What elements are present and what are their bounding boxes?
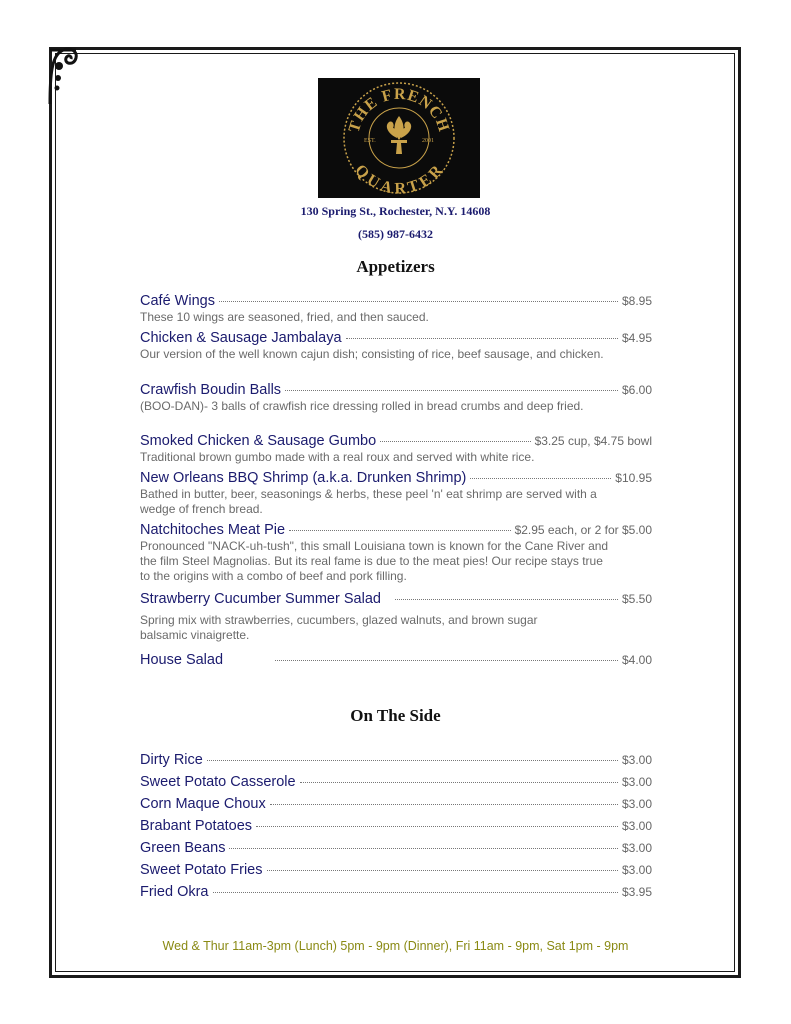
item-description: (BOO-DAN)- 3 balls of crawfish rice dressing rolled in bread crumbs and deep fried. [140, 399, 584, 413]
item-name: House Salad [140, 652, 224, 668]
menu-item [140, 470, 652, 517]
item-description: Our version of the well known cajun dish; consisting of rice, beef sausage, and chicken. [140, 347, 604, 361]
menu-item [140, 796, 652, 812]
logo-text-bottom: QUARTER [351, 161, 447, 198]
item-description: Bathed in butter, beer, seasonings & herbs, these peel 'n' eat shrimp are served with a wedge of french bread. [140, 487, 597, 516]
menu-item [140, 840, 652, 856]
item-price: $6.00 [621, 383, 652, 397]
item-description: Pronounced "NACK-uh-tush", this small Louisiana town is known for the Cane River and the film Steel Magnolias. But its real fame is due to the meat pies! Our recipe stays true to the origins with a combo of beef and pork filling. [140, 539, 609, 583]
dot-leader [300, 782, 618, 783]
dot-leader [346, 338, 618, 339]
menu-item [140, 330, 652, 362]
item-description: Spring mix with strawberries, cucumbers, glazed walnuts, and brown sugar balsamic vinaigrette. [140, 613, 538, 642]
item-name: Crawfish Boudin Balls [140, 382, 282, 398]
opening-hours: Wed & Thur 11am-3pm (Lunch) 5pm - 9pm (Dinner), Fri 11am - 9pm, Sat 1pm - 9pm [162, 939, 629, 953]
item-description: These 10 wings are seasoned, fried, and then sauced. [140, 310, 429, 324]
item-price: $3.00 [621, 753, 652, 767]
dot-leader [270, 804, 618, 805]
item-price: $3.00 [621, 819, 652, 833]
menu-item [140, 884, 652, 900]
item-name: Café Wings [140, 293, 215, 309]
dot-leader [275, 660, 618, 661]
menu-item [140, 862, 652, 878]
item-description: Traditional brown gumbo made with a real roux and served with white rice. [140, 450, 535, 464]
logo-est-year: 2001 [422, 138, 434, 144]
ornament-corner-icon [46, 44, 80, 108]
fleur-de-lis-icon [387, 116, 411, 154]
item-name: Strawberry Cucumber Summer Salad [140, 591, 381, 607]
item-price: $4.00 [621, 653, 652, 667]
dot-leader [285, 390, 618, 391]
item-name: Corn Maque Choux [140, 796, 266, 812]
logo-text-top: THE FRENCH [345, 85, 453, 135]
item-name: Sweet Potato Fries [140, 862, 263, 878]
dot-leader [213, 892, 618, 893]
dot-leader [229, 848, 618, 849]
item-price: $4.95 [621, 331, 652, 345]
item-price: $3.00 [621, 797, 652, 811]
section-title-sides: On The Side [350, 706, 441, 725]
item-name: Dirty Rice [140, 752, 203, 768]
menu-item [140, 522, 652, 584]
restaurant-address: 130 Spring St., Rochester, N.Y. 14608 [300, 204, 491, 218]
restaurant-logo [318, 78, 480, 198]
menu-item [140, 591, 652, 643]
item-price: $3.95 [621, 885, 652, 899]
dot-leader [267, 870, 618, 871]
logo-est-label: EST. [364, 138, 376, 144]
restaurant-phone: (585) 987-6432 [358, 227, 433, 241]
dot-leader [256, 826, 618, 827]
svg-text:QUARTER [351, 162, 446, 198]
item-price: $2.95 each, or 2 for $5.00 [514, 523, 652, 537]
item-price: $10.95 [615, 471, 652, 485]
item-price: $3.25 cup, $4.75 bowl [534, 434, 652, 448]
dot-leader [380, 441, 530, 442]
item-price: $8.95 [621, 294, 652, 308]
section-title-appetizers: Appetizers [356, 257, 435, 276]
dot-leader [470, 478, 611, 479]
menu-item [140, 293, 652, 325]
dot-leader [289, 530, 510, 531]
dot-leader [219, 301, 618, 302]
menu-item [140, 652, 652, 668]
dot-leader [395, 599, 618, 600]
menu-item [140, 433, 652, 465]
item-name: Natchitoches Meat Pie [140, 522, 286, 538]
menu-item [140, 774, 652, 790]
item-name: Chicken & Sausage Jambalaya [140, 330, 342, 346]
item-price: $5.50 [621, 592, 652, 606]
item-name: Fried Okra [140, 884, 209, 900]
item-name: Green Beans [140, 840, 226, 856]
item-price: $3.00 [621, 841, 652, 855]
item-name: Smoked Chicken & Sausage Gumbo [140, 433, 377, 449]
menu-item [140, 752, 652, 768]
item-price: $3.00 [621, 863, 652, 877]
menu-item [140, 382, 652, 414]
item-name: Brabant Potatoes [140, 818, 253, 834]
menu-item [140, 818, 652, 834]
item-name: Sweet Potato Casserole [140, 774, 296, 790]
dot-leader [207, 760, 618, 761]
item-price: $3.00 [621, 775, 652, 789]
item-name: New Orleans BBQ Shrimp (a.k.a. Drunken Shrimp) [140, 470, 467, 486]
